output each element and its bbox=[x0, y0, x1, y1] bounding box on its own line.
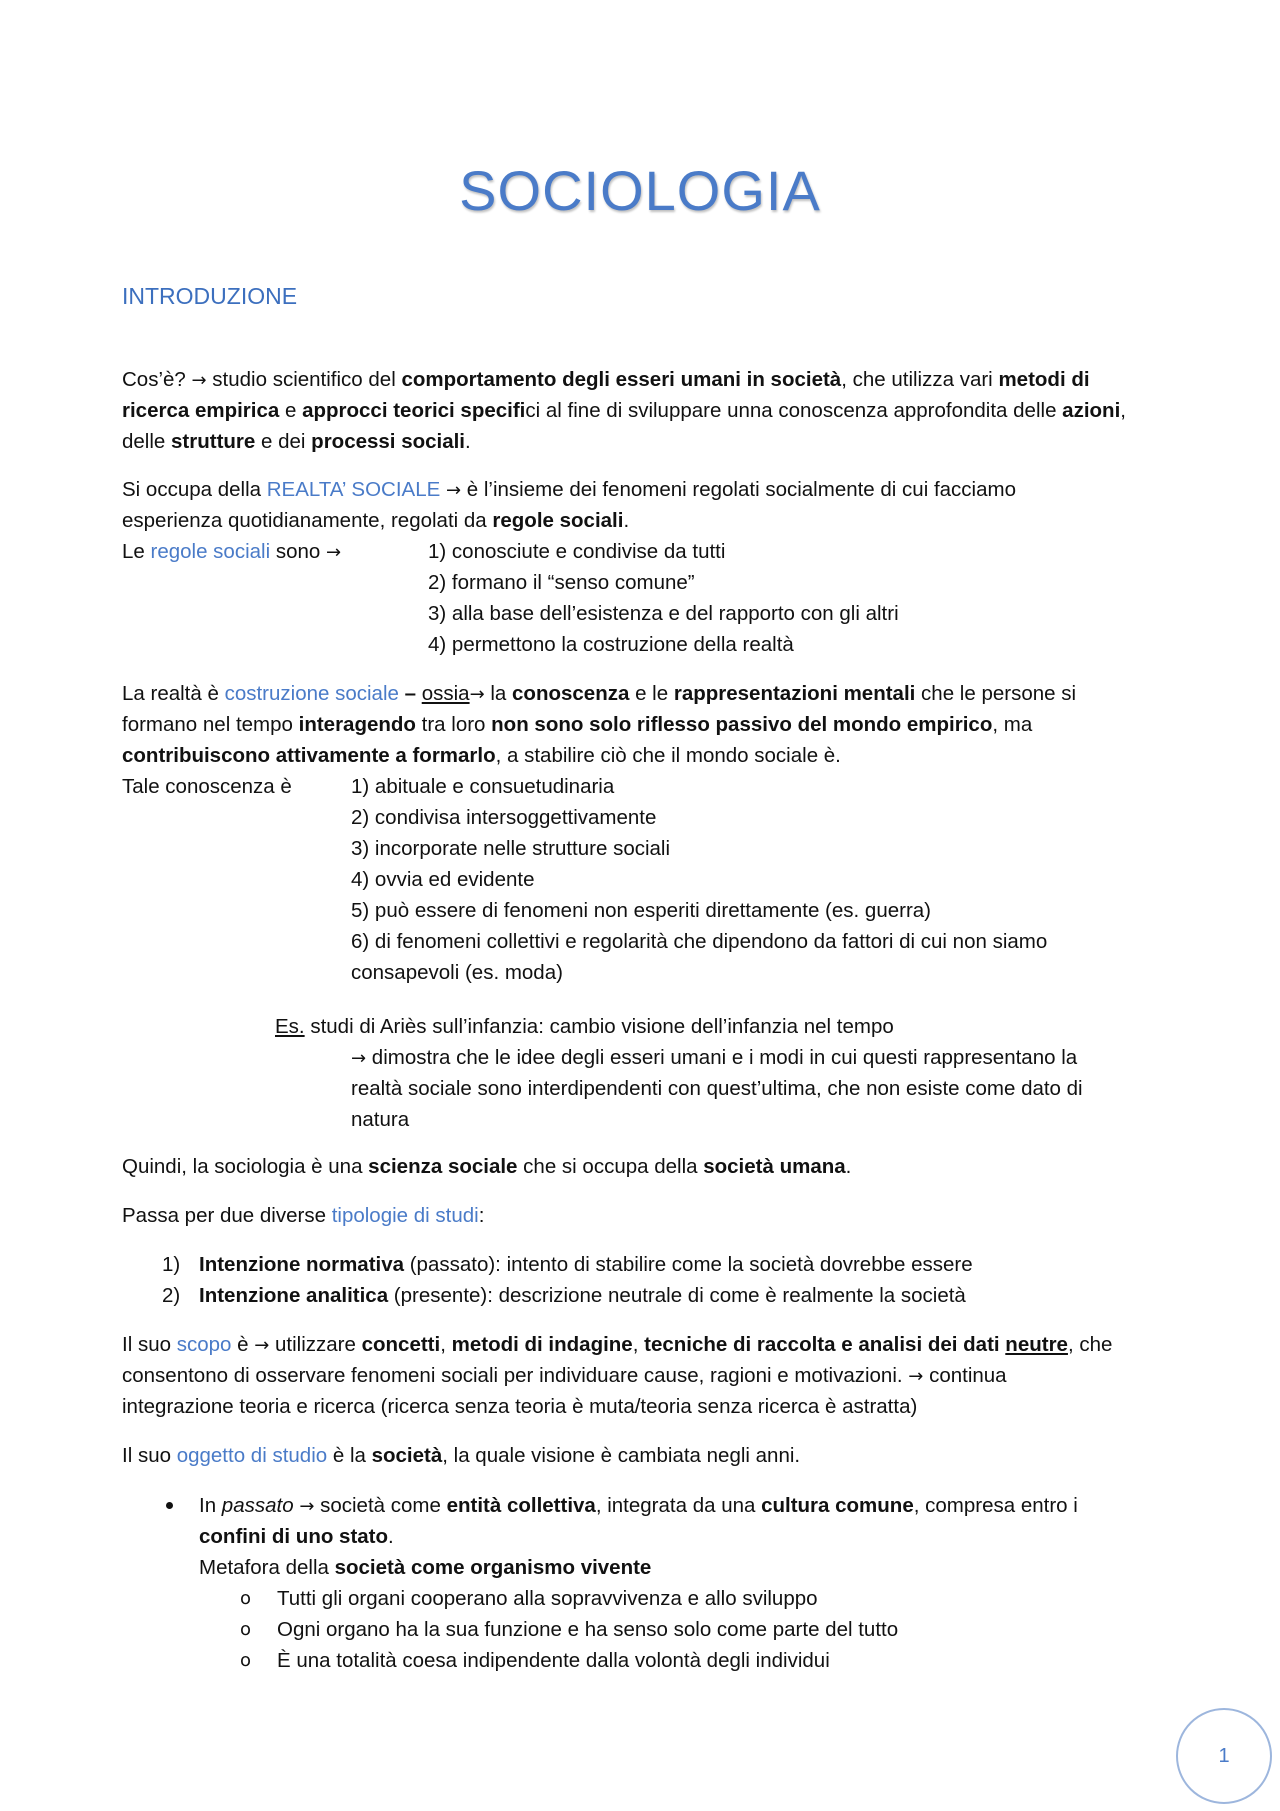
intenzione-number: 1) bbox=[162, 1253, 181, 1276]
arrow-icon: → bbox=[445, 480, 462, 501]
organismo-item: È una totalità coesa indipendente dalla volontà degli individui bbox=[277, 1649, 830, 1672]
section-heading: INTRODUZIONE bbox=[122, 283, 298, 309]
arrow-icon: → bbox=[191, 370, 207, 391]
passa-line: Passa per due diverse tipologie di studi: bbox=[122, 1204, 485, 1227]
conoscenza-item: 2) condivisa intersoggettivamente bbox=[351, 806, 657, 829]
conoscenza-item: consapevoli (es. moda) bbox=[351, 961, 563, 984]
regole-item: 2) formano il “senso comune” bbox=[428, 571, 695, 594]
arrow-icon: → bbox=[908, 1366, 924, 1387]
passato-line-2: confini di uno stato. bbox=[199, 1525, 394, 1548]
conoscenza-item: 4) ovvia ed evidente bbox=[351, 868, 535, 891]
scopo-line-1: Il suo scopo è → utilizzare concetti, metodi di indagine, tecniche di raccolta e analisi dei dati neutre, che bbox=[122, 1333, 1113, 1356]
esempio-line-3: realtà sociale sono interdipendenti con quest’ultima, che non esiste come dato di bbox=[351, 1077, 1083, 1100]
conoscenza-item: 6) di fenomeni collettivi e regolarità che dipendono da fattori di cui non siamo bbox=[351, 930, 1048, 953]
regole-item: 1) conosciute e condivise da tutti bbox=[428, 540, 726, 563]
arrow-icon: → bbox=[254, 1335, 270, 1356]
passato-line-3: Metafora della società come organismo vivente bbox=[199, 1556, 652, 1579]
organismo-item: Tutti gli organi cooperano alla sopravvivenza e allo sviluppo bbox=[277, 1587, 818, 1610]
oggetto-line: Il suo oggetto di studio è la società, la quale visione è cambiata negli anni. bbox=[122, 1444, 801, 1467]
costruzione-line-1: La realtà è costruzione sociale – ossia→ la conoscenza e le rappresentazioni mentali che le persone si bbox=[122, 682, 1077, 705]
scopo-line-2: consentono di osservare fenomeni sociali per individuare cause, ragioni e motivazioni. → continua bbox=[122, 1364, 1007, 1387]
scopo-line-3: integrazione teoria e ricerca (ricerca senza teoria è muta/teoria senza ricerca è astratta) bbox=[122, 1395, 918, 1418]
arrow-icon: → bbox=[326, 542, 342, 563]
arrow-icon: → bbox=[299, 1496, 315, 1517]
circle-bullet-icon: o bbox=[240, 1619, 252, 1640]
intenzione-item: Intenzione normativa (passato): intento di stabilire come la società dovrebbe essere bbox=[199, 1253, 973, 1276]
esempio-line-2: → dimostra che le idee degli esseri umani e i modi in cui questi rappresentano la bbox=[351, 1046, 1078, 1069]
regole-item: 4) permettono la costruzione della realtà bbox=[428, 633, 794, 656]
intro-line-1: Cos’è? → studio scientifico del comportamento degli esseri umani in società, che utilizza vari metodi di bbox=[122, 368, 1090, 391]
regole-label: Le regole sociali sono → bbox=[122, 540, 342, 563]
quindi-line: Quindi, la sociologia è una scienza sociale che si occupa della società umana. bbox=[122, 1155, 852, 1178]
circle-bullet-icon: o bbox=[240, 1588, 252, 1609]
esempio-line-4: natura bbox=[351, 1108, 410, 1131]
conoscenza-item: 3) incorporate nelle strutture sociali bbox=[351, 837, 671, 860]
costruzione-line-3: contribuiscono attivamente a formarlo, a stabilire ciò che il mondo sociale è. bbox=[122, 744, 841, 767]
intenzione-item: Intenzione analitica (presente): descrizione neutrale di come è realmente la società bbox=[199, 1284, 966, 1307]
regole-item: 3) alla base dell’esistenza e del rapporto con gli altri bbox=[428, 602, 899, 625]
realta-line-1: Si occupa della REALTA’ SOCIALE → è l’insieme dei fenomeni regolati socialmente di cui facciamo bbox=[122, 478, 1016, 501]
intro-line-3: delle strutture e dei processi sociali. bbox=[122, 430, 471, 453]
conoscenza-item: 1) abituale e consuetudinaria bbox=[351, 775, 615, 798]
document-title: SOCIOLOGIA bbox=[459, 159, 821, 222]
bullet-icon bbox=[166, 1502, 173, 1509]
esempio-line-1: Es. studi di Ariès sull’infanzia: cambio visione dell’infanzia nel tempo bbox=[275, 1015, 894, 1038]
conoscenza-item: 5) può essere di fenomeni non esperiti direttamente (es. guerra) bbox=[351, 899, 932, 922]
intro-line-2: ricerca empirica e approcci teorici specifici al fine di sviluppare unna conoscenza approfondita delle azioni, bbox=[122, 399, 1126, 422]
arrow-icon: → bbox=[351, 1048, 367, 1069]
arrow-icon: → bbox=[469, 684, 485, 705]
costruzione-line-2: formano nel tempo interagendo tra loro non sono solo riflesso passivo del mondo empirico, ma bbox=[122, 713, 1033, 736]
intenzione-number: 2) bbox=[162, 1284, 181, 1307]
conoscenza-label: Tale conoscenza è bbox=[122, 775, 292, 798]
organismo-item: Ogni organo ha la sua funzione e ha senso solo come parte del tutto bbox=[277, 1618, 899, 1641]
page-number: 1 bbox=[1176, 1708, 1272, 1804]
realta-line-2: esperienza quotidianamente, regolati da regole sociali. bbox=[122, 509, 630, 532]
circle-bullet-icon: o bbox=[240, 1650, 252, 1671]
passato-line-1: In passato → società come entità collettiva, integrata da una cultura comune, compresa entro i bbox=[199, 1494, 1078, 1517]
